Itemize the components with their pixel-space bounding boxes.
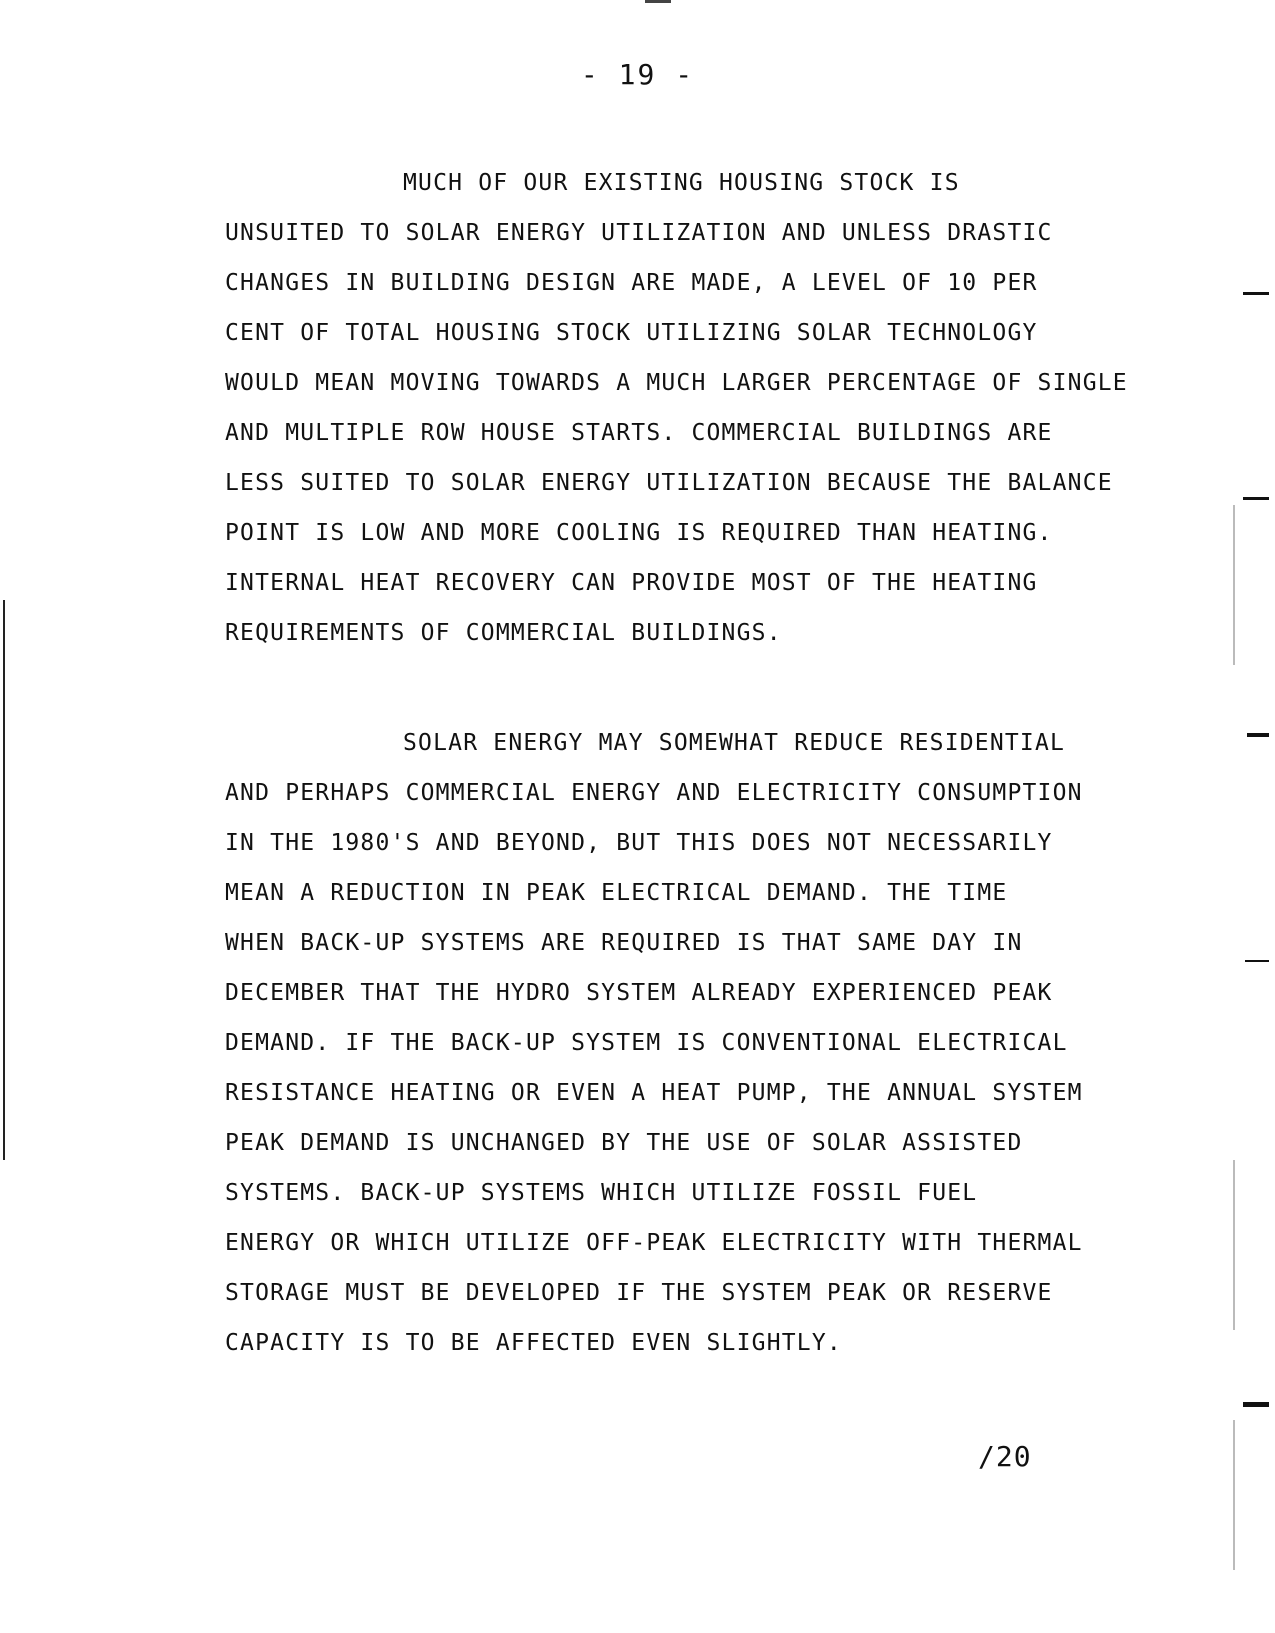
text-line: CENT OF TOTAL HOUSING STOCK UTILIZING SOLAR TECHNOLOGY (225, 320, 1038, 346)
text-line: INTERNAL HEAT RECOVERY CAN PROVIDE MOST OF THE HEATING (225, 570, 1038, 596)
scan-edge-mark (1243, 497, 1269, 500)
text-line: SOLAR ENERGY MAY SOMEWHAT REDUCE RESIDENTIAL (403, 730, 1066, 756)
text-line: ENERGY OR WHICH UTILIZE OFF-PEAK ELECTRICITY WITH THERMAL (225, 1230, 1083, 1256)
text-line: POINT IS LOW AND MORE COOLING IS REQUIRED THAN HEATING. (225, 520, 1053, 546)
text-line: DEMAND. IF THE BACK-UP SYSTEM IS CONVENTIONAL ELECTRICAL (225, 1030, 1068, 1056)
text-line: AND MULTIPLE ROW HOUSE STARTS. COMMERCIAL BUILDINGS ARE (225, 420, 1053, 446)
text-line: UNSUITED TO SOLAR ENERGY UTILIZATION AND UNLESS DRASTIC (225, 220, 1053, 246)
scan-mark-top (645, 0, 671, 3)
scan-edge-dash (1233, 505, 1235, 665)
paragraph-2 (225, 718, 1125, 1368)
text-line: AND PERHAPS COMMERCIAL ENERGY AND ELECTRICITY CONSUMPTION (225, 780, 1083, 806)
scan-edge-dash (1233, 1420, 1235, 1570)
text-line: WOULD MEAN MOVING TOWARDS A MUCH LARGER PERCENTAGE OF SINGLE (225, 370, 1128, 396)
scan-edge-dash (1233, 1160, 1235, 1330)
scan-edge-mark (1243, 292, 1269, 295)
text-line: SYSTEMS. BACK-UP SYSTEMS WHICH UTILIZE FOSSIL FUEL (225, 1180, 978, 1206)
scan-edge-mark (1247, 733, 1269, 737)
scan-edge-mark (1245, 960, 1269, 962)
text-line: REQUIREMENTS OF COMMERCIAL BUILDINGS. (225, 620, 782, 646)
text-line: MUCH OF OUR EXISTING HOUSING STOCK IS (403, 170, 960, 196)
continuation-marker: /20 (978, 1440, 1032, 1473)
text-line: LESS SUITED TO SOLAR ENERGY UTILIZATION BECAUSE THE BALANCE (225, 470, 1113, 496)
paragraph-1 (225, 158, 1128, 658)
text-line: PEAK DEMAND IS UNCHANGED BY THE USE OF SOLAR ASSISTED (225, 1130, 1023, 1156)
text-line: MEAN A REDUCTION IN PEAK ELECTRICAL DEMAND. THE TIME (225, 880, 1008, 906)
page-number: - 19 - (580, 58, 695, 91)
text-line: STORAGE MUST BE DEVELOPED IF THE SYSTEM PEAK OR RESERVE (225, 1280, 1053, 1306)
text-line: RESISTANCE HEATING OR EVEN A HEAT PUMP, THE ANNUAL SYSTEM (225, 1080, 1083, 1106)
text-line: CAPACITY IS TO BE AFFECTED EVEN SLIGHTLY. (225, 1330, 842, 1356)
scan-edge-mark (1243, 1402, 1269, 1407)
text-line: IN THE 1980'S AND BEYOND, BUT THIS DOES NOT NECESSARILY (225, 830, 1053, 856)
text-line: WHEN BACK-UP SYSTEMS ARE REQUIRED IS THAT SAME DAY IN (225, 930, 1023, 956)
text-line: CHANGES IN BUILDING DESIGN ARE MADE, A LEVEL OF 10 PER (225, 270, 1038, 296)
scan-margin-line (3, 600, 5, 1160)
text-line: DECEMBER THAT THE HYDRO SYSTEM ALREADY EXPERIENCED PEAK (225, 980, 1053, 1006)
